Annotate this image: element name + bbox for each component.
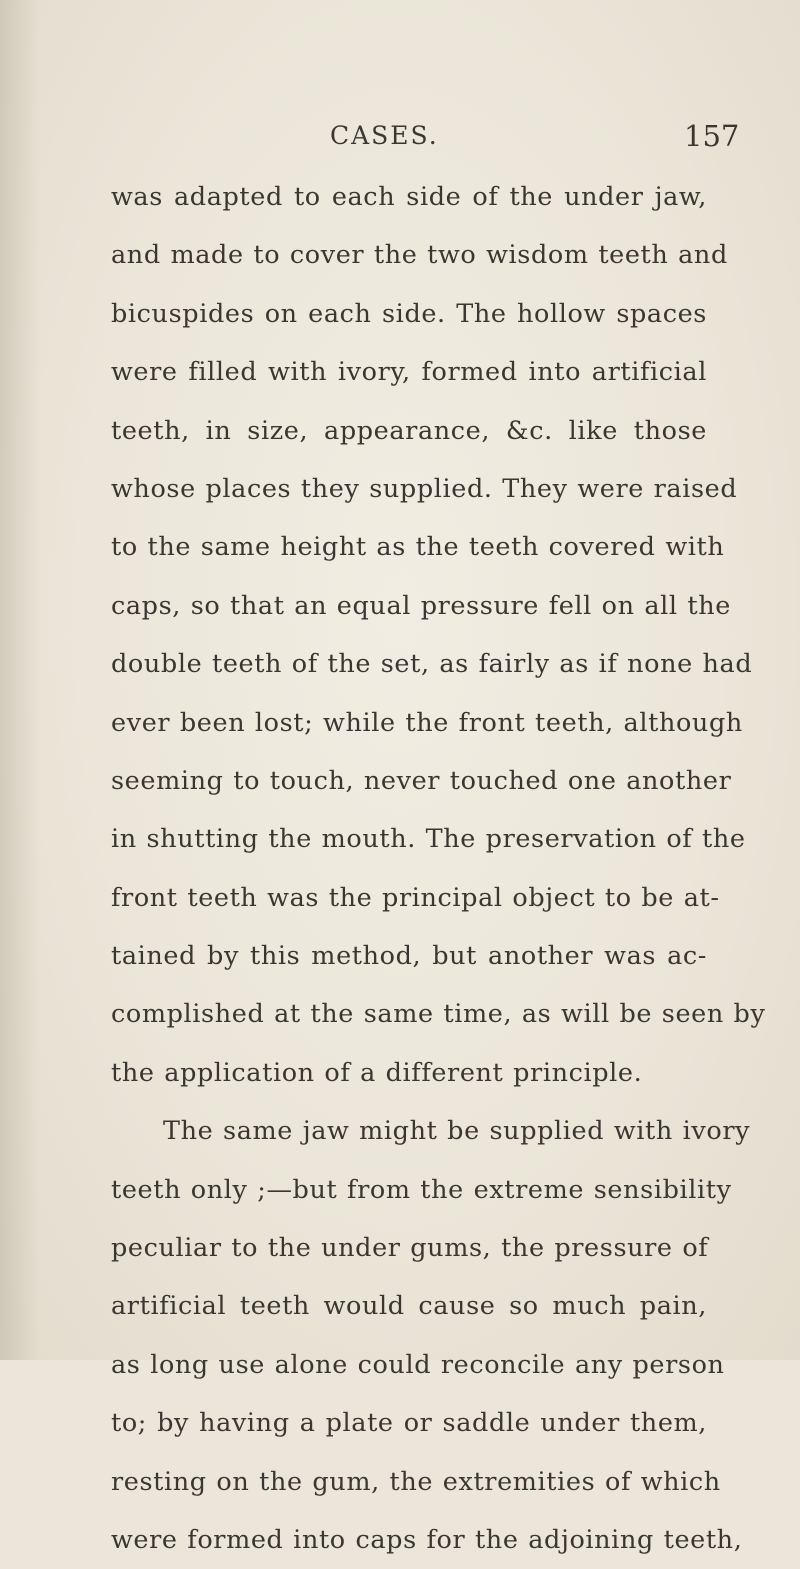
page-number: 157: [684, 119, 740, 153]
text-line: were formed into caps for the adjoining teeth,: [111, 1524, 743, 1555]
text-line: front teeth was the principal object to be at-: [111, 882, 720, 913]
text-line-paragraph-end: the application of a different principle.: [111, 1057, 643, 1088]
text-line: resting on the gum, the extremities of which: [111, 1466, 721, 1497]
text-line: teeth, in size, appearance, &c. like those: [111, 415, 707, 446]
running-head: [0, 116, 800, 156]
text-line: double teeth of the set, as fairly as if none had: [111, 649, 753, 680]
text-line-paragraph-start: The same jaw might be supplied with ivory: [163, 1116, 751, 1147]
text-line: caps, so that an equal pressure fell on all the: [111, 590, 731, 621]
text-line: ever been lost; while the front teeth, although: [111, 707, 743, 738]
text-line: was adapted to each side of the under jaw,: [111, 182, 707, 212]
text-line: in shutting the mouth. The preservation of the: [111, 824, 746, 855]
text-line: peculiar to the under gums, the pressure of: [111, 1233, 709, 1264]
body-text: [111, 168, 766, 1569]
gutter-shadow: [0, 0, 40, 1360]
text-line: to the same height as the teeth covered with: [111, 532, 725, 563]
text-line: and made to cover the two wisdom teeth and: [111, 240, 728, 271]
text-line: complished at the same time, as will be seen by: [111, 999, 766, 1030]
text-line: tained by this method, but another was ac-: [111, 941, 707, 972]
running-head-title: CASES.: [330, 121, 439, 150]
text-line: bicuspides on each side. The hollow spaces: [111, 298, 707, 329]
text-line: teeth only ;—but from the extreme sensibility: [111, 1174, 732, 1205]
text-line: as long use alone could reconcile any person: [111, 1349, 725, 1380]
text-line: whose places they supplied. They were raised: [111, 473, 738, 504]
text-line: to; by having a plate or saddle under them,: [111, 1408, 707, 1439]
text-line: were filled with ivory, formed into artificial: [111, 357, 707, 388]
text-line: artificial teeth would cause so much pain,: [111, 1291, 707, 1322]
text-line: seeming to touch, never touched one another: [111, 765, 732, 796]
